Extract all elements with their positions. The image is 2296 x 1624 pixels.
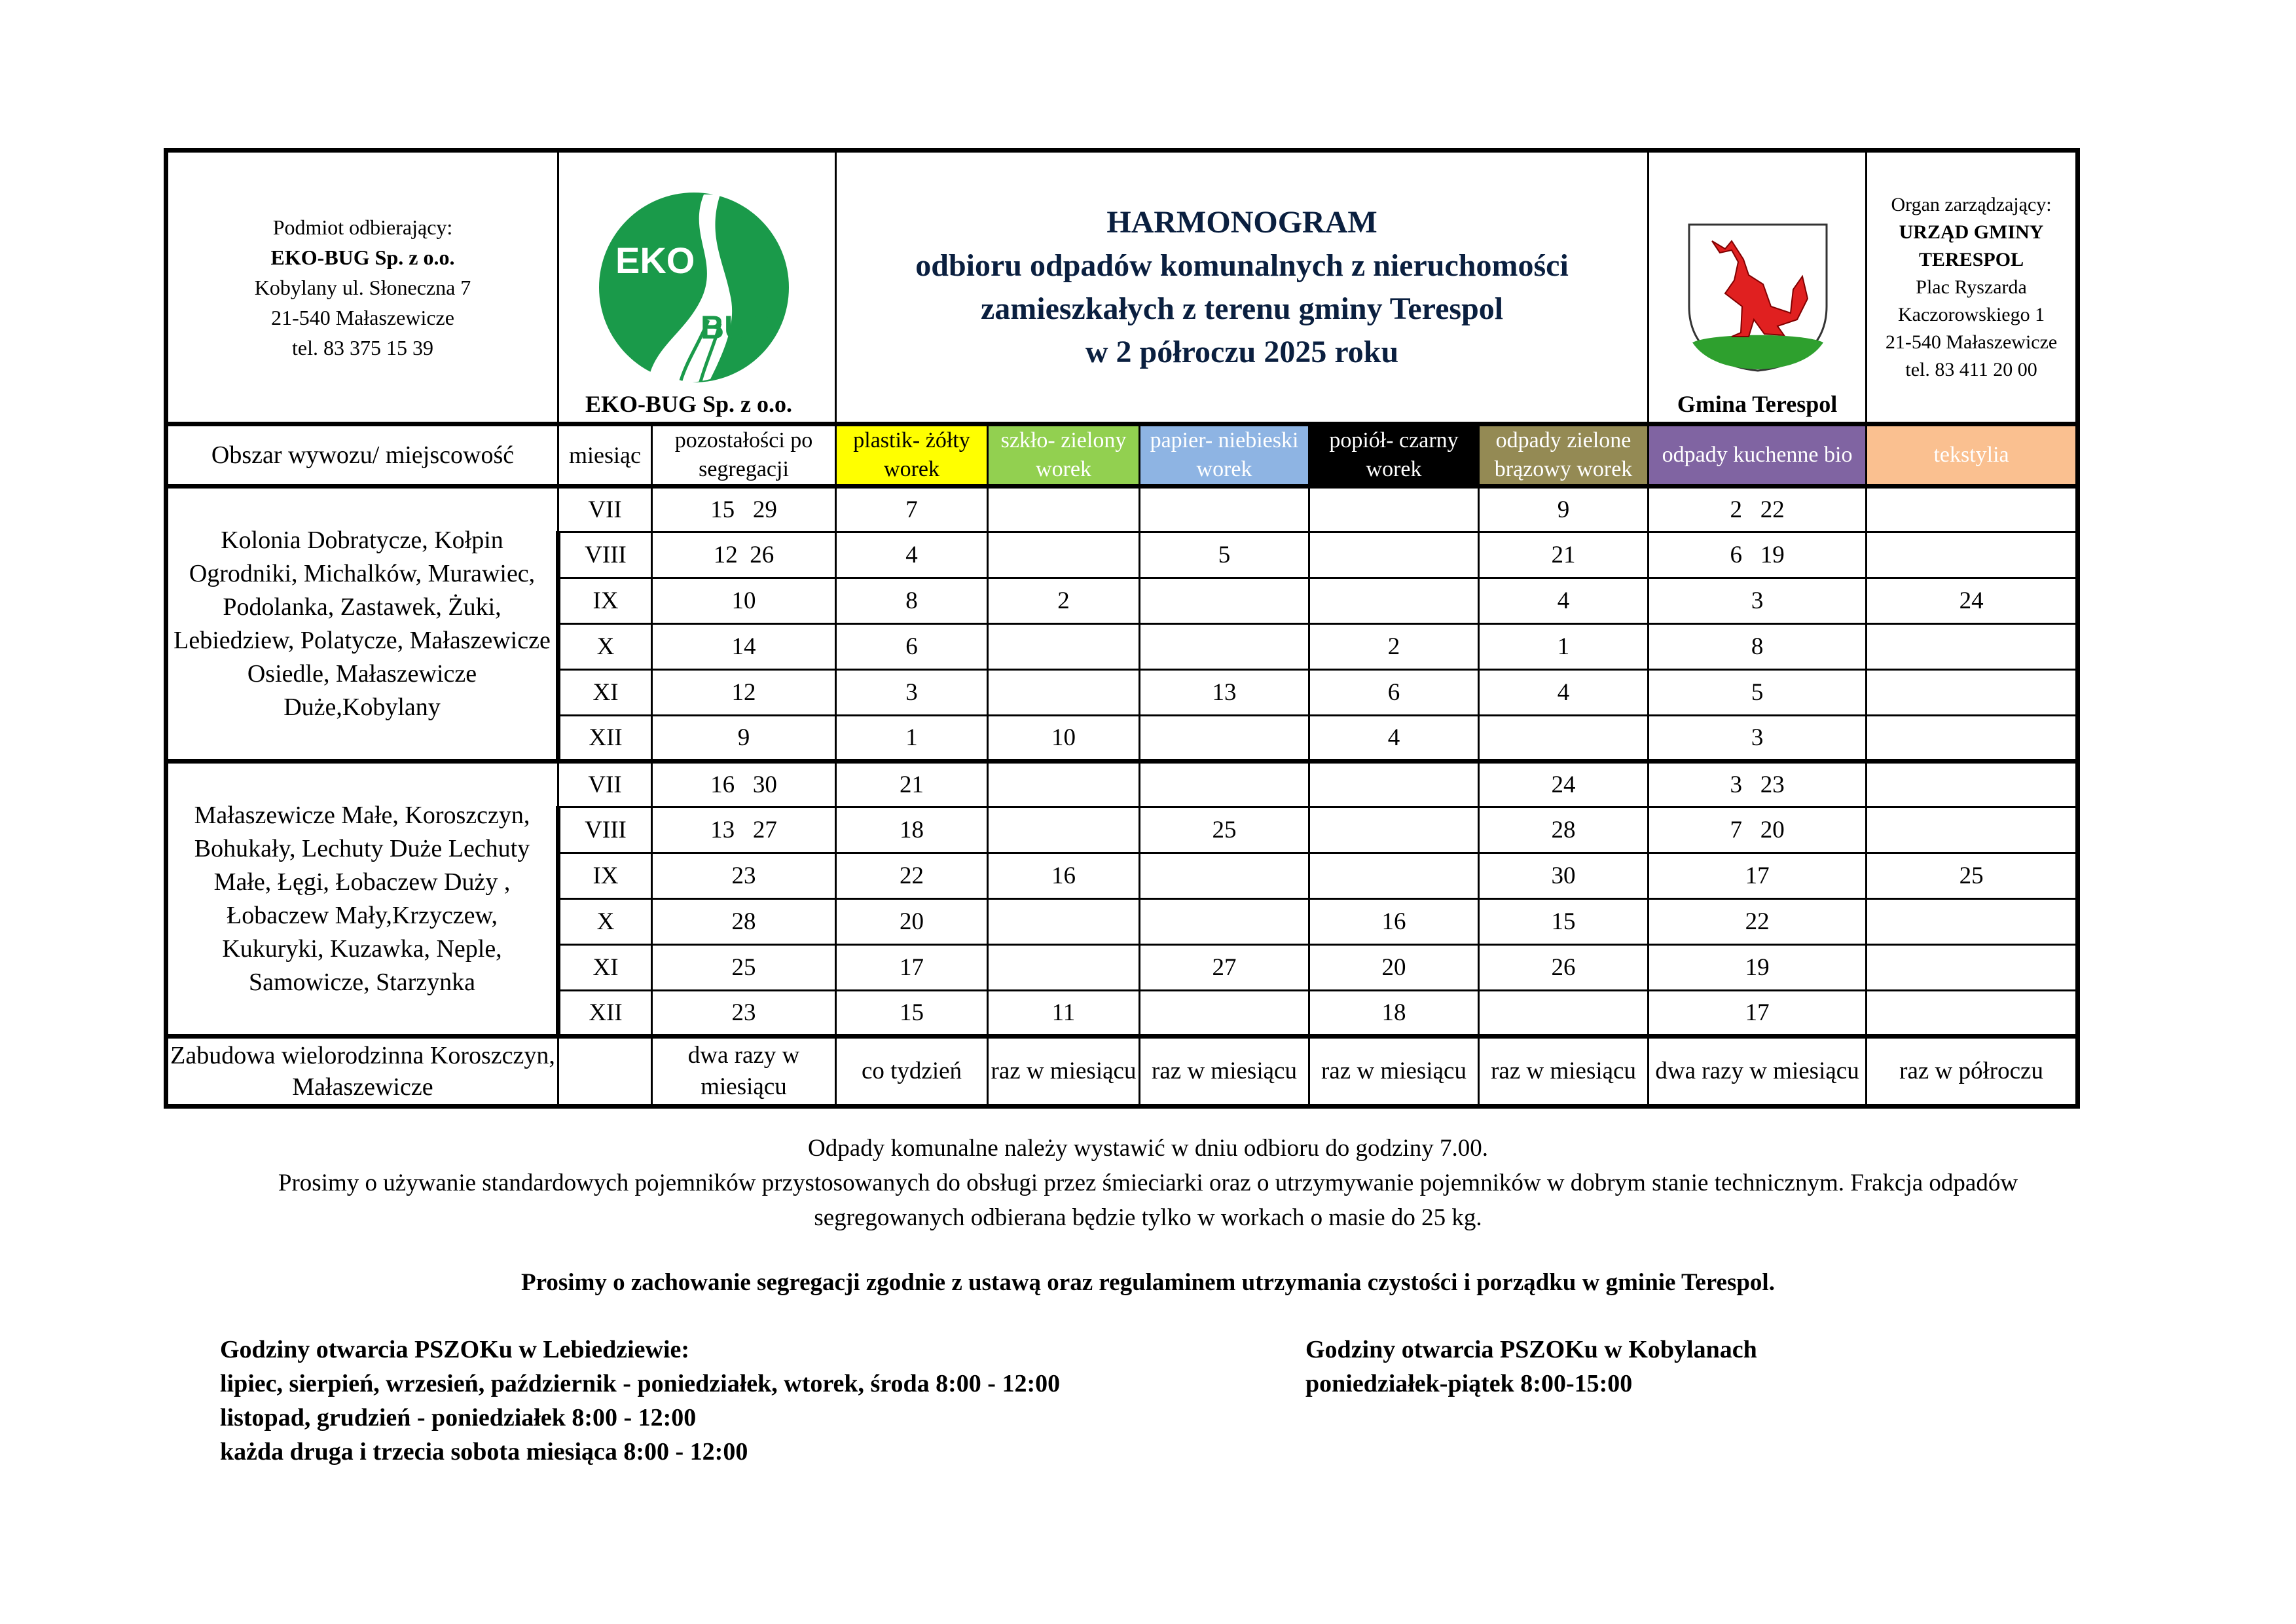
date-cell: 1 bbox=[1479, 624, 1649, 670]
col-mixed: pozostałości po segregacji bbox=[652, 424, 836, 487]
crest-cell bbox=[1649, 151, 1867, 424]
date-cell: 16 bbox=[988, 853, 1140, 899]
date-cell: 6 bbox=[836, 624, 988, 670]
manager-address3: 21-540 Małaszewicze bbox=[1885, 331, 2058, 353]
date-cell: 2 22 bbox=[1649, 487, 1867, 532]
terespol-crest-icon bbox=[1686, 221, 1830, 372]
date-cell: 24 bbox=[1479, 762, 1649, 807]
date-cell bbox=[988, 807, 1140, 853]
pszok-right-title: Godziny otwarcia PSZOKu w Kobylanach bbox=[1305, 1336, 1757, 1363]
manager-info bbox=[1867, 151, 2078, 424]
manager-address2: Kaczorowskiego 1 bbox=[1898, 303, 2045, 325]
eko-bug-logo bbox=[596, 189, 792, 386]
logo-word-eko: EKO bbox=[615, 240, 695, 281]
col-bio: odpady kuchenne bio bbox=[1649, 424, 1867, 487]
date-cell: 25 bbox=[1867, 853, 2078, 899]
date-cell: 16 30 bbox=[652, 762, 836, 807]
date-cell: 10 bbox=[652, 578, 836, 624]
pszok-left-title: Godziny otwarcia PSZOKu w Lebiedziewie: bbox=[220, 1336, 690, 1363]
date-cell bbox=[1867, 899, 2078, 945]
note-line1: Odpady komunalne należy wystawić w dniu odbioru do godziny 7.00. bbox=[808, 1135, 1488, 1162]
date-cell: 11 bbox=[988, 991, 1140, 1037]
date-cell: 12 26 bbox=[652, 532, 836, 578]
collector-city: 21-540 Małaszewicze bbox=[271, 305, 454, 329]
manager-name2: TERESPOL bbox=[1919, 248, 2024, 270]
date-cell bbox=[1309, 487, 1479, 532]
area3-cell: raz w miesiącu bbox=[988, 1037, 1140, 1107]
logo-caption: EKO-BUG Sp. z o.o. bbox=[585, 391, 793, 417]
date-cell: 15 29 bbox=[652, 487, 836, 532]
pszok-lebiedziew-hours bbox=[220, 1333, 1060, 1469]
date-cell: 5 bbox=[1140, 532, 1309, 578]
date-cell: 6 19 bbox=[1649, 532, 1867, 578]
month-cell: IX bbox=[558, 578, 652, 624]
schedule-row bbox=[166, 762, 2078, 807]
area3-cell: raz w miesiącu bbox=[1479, 1037, 1649, 1107]
date-cell: 2 bbox=[1309, 624, 1479, 670]
note-line3: segregowanych odbierana będzie tylko w workach o masie do 25 kg. bbox=[814, 1204, 1482, 1231]
date-cell: 13 27 bbox=[652, 807, 836, 853]
manager-name1: URZĄD GMINY bbox=[1899, 221, 2044, 243]
title-line1: HARMONOGRAM bbox=[1106, 204, 1377, 240]
date-cell bbox=[1140, 578, 1309, 624]
manager-label: Organ zarządzający: bbox=[1891, 193, 2052, 215]
area3-cell: co tydzień bbox=[836, 1037, 988, 1107]
date-cell bbox=[1140, 624, 1309, 670]
date-cell: 3 bbox=[1649, 578, 1867, 624]
date-cell: 10 bbox=[988, 716, 1140, 762]
date-cell: 22 bbox=[1649, 899, 1867, 945]
area3-row bbox=[166, 1037, 2078, 1107]
date-cell: 25 bbox=[652, 945, 836, 991]
date-cell bbox=[1309, 807, 1479, 853]
notes-block bbox=[131, 1131, 2165, 1235]
area1-name: Kolonia Dobratycze, Kołpin Ogrodniki, Michalków, Murawiec, Podolanka, Zastawek, Żuki, Lebiedziew, Polatycze, Małaszewicze Osiedle, Małaszewicze Duże,Kobylany bbox=[166, 487, 558, 762]
date-cell: 28 bbox=[652, 899, 836, 945]
col-glass: szkło- zielony worek bbox=[988, 424, 1140, 487]
col-paper: papier- niebieski worek bbox=[1140, 424, 1309, 487]
collector-phone: tel. 83 375 15 39 bbox=[292, 335, 433, 360]
date-cell bbox=[988, 670, 1140, 716]
date-cell bbox=[988, 487, 1140, 532]
date-cell: 1 bbox=[836, 716, 988, 762]
date-cell: 26 bbox=[1479, 945, 1649, 991]
pszok-left-line2: listopad, grudzień - poniedziałek 8:00 - 12:00 bbox=[220, 1404, 697, 1431]
date-cell bbox=[1309, 532, 1479, 578]
date-cell bbox=[1867, 670, 2078, 716]
date-cell: 12 bbox=[652, 670, 836, 716]
date-cell: 18 bbox=[1309, 991, 1479, 1037]
date-cell: 19 bbox=[1649, 945, 1867, 991]
date-cell: 15 bbox=[1479, 899, 1649, 945]
date-cell: 9 bbox=[652, 716, 836, 762]
date-cell: 4 bbox=[1309, 716, 1479, 762]
col-month: miesiąc bbox=[558, 424, 652, 487]
segregation-note: Prosimy o zachowanie segregacji zgodnie z ustawą oraz regulaminem utrzymania czystości i porządku w gminie Terespol. bbox=[521, 1269, 1775, 1296]
date-cell bbox=[1867, 762, 2078, 807]
collector-label: Podmiot odbierający: bbox=[272, 215, 453, 239]
area3-cell: raz w półroczu bbox=[1867, 1037, 2078, 1107]
col-textile: tekstylia bbox=[1867, 424, 2078, 487]
month-cell: X bbox=[558, 624, 652, 670]
month-cell: X bbox=[558, 899, 652, 945]
pszok-right-line1: poniedziałek-piątek 8:00-15:00 bbox=[1305, 1370, 1633, 1397]
date-cell bbox=[1309, 762, 1479, 807]
month-cell: IX bbox=[558, 853, 652, 899]
area3-cell: dwa razy w miesiącu bbox=[1649, 1037, 1867, 1107]
date-cell: 28 bbox=[1479, 807, 1649, 853]
date-cell: 16 bbox=[1309, 899, 1479, 945]
date-cell: 21 bbox=[1479, 532, 1649, 578]
date-cell bbox=[1140, 899, 1309, 945]
date-cell bbox=[1479, 716, 1649, 762]
date-cell: 27 bbox=[1140, 945, 1309, 991]
month-cell: XI bbox=[558, 670, 652, 716]
area3-name: Zabudowa wielorodzinna Koroszczyn, Małaszewicze bbox=[166, 1037, 558, 1107]
date-cell bbox=[1867, 624, 2078, 670]
date-cell: 20 bbox=[1309, 945, 1479, 991]
month-cell: VII bbox=[558, 762, 652, 807]
date-cell: 3 23 bbox=[1649, 762, 1867, 807]
date-cell: 3 bbox=[1649, 716, 1867, 762]
area3-cell: raz w miesiącu bbox=[1140, 1037, 1309, 1107]
date-cell bbox=[988, 762, 1140, 807]
area1-rows bbox=[166, 487, 2078, 762]
date-cell: 4 bbox=[1479, 578, 1649, 624]
date-cell bbox=[1140, 991, 1309, 1037]
col-green: odpady zielone brązowy worek bbox=[1479, 424, 1649, 487]
date-cell bbox=[1309, 853, 1479, 899]
date-cell: 3 bbox=[836, 670, 988, 716]
date-cell: 30 bbox=[1479, 853, 1649, 899]
page-title bbox=[836, 151, 1649, 424]
col-plastic: plastik- żółty worek bbox=[836, 424, 988, 487]
month-cell: XII bbox=[558, 991, 652, 1037]
logo-word-bug: BUG bbox=[701, 309, 774, 346]
col-area: Obszar wywozu/ miejscowość bbox=[166, 424, 558, 487]
date-cell bbox=[1140, 487, 1309, 532]
eko-bug-logo-cell bbox=[558, 151, 836, 424]
area3-cell: raz w miesiącu bbox=[1309, 1037, 1479, 1107]
area2-rows bbox=[166, 762, 2078, 1037]
date-cell: 17 bbox=[1649, 853, 1867, 899]
collector-address: Kobylany ul. Słoneczna 7 bbox=[254, 275, 471, 299]
date-cell: 5 bbox=[1649, 670, 1867, 716]
area3-cell: dwa razy w miesiącu bbox=[652, 1037, 836, 1107]
month-cell: VIII bbox=[558, 532, 652, 578]
date-cell bbox=[1479, 991, 1649, 1037]
date-cell: 23 bbox=[652, 853, 836, 899]
date-cell bbox=[1867, 487, 2078, 532]
date-cell bbox=[1867, 716, 2078, 762]
date-cell bbox=[1867, 945, 2078, 991]
pszok-kobylany-hours bbox=[1305, 1333, 1757, 1401]
area3-cell bbox=[558, 1037, 652, 1107]
manager-address1: Plac Ryszarda bbox=[1916, 276, 2027, 298]
title-line3: zamieszkałych z terenu gminy Terespol bbox=[980, 291, 1504, 326]
date-cell: 13 bbox=[1140, 670, 1309, 716]
title-line2: odbioru odpadów komunalnych z nieruchomości bbox=[915, 248, 1569, 283]
area2-name: Małaszewicze Małe, Koroszczyn, Bohukały, Lechuty Duże Lechuty Małe, Łęgi, Łobaczew Duży , Łobaczew Mały,Krzyczew, Kukuryki, Kuzawka, Neple, Samowicze, Starzynka bbox=[166, 762, 558, 1037]
date-cell bbox=[988, 945, 1140, 991]
note-line2: Prosimy o używanie standardowych pojemników przystosowanych do obsługi przez śmieciarki oraz o utrzymywanie pojemników w dobrym stanie technicznym. Frakcja odpadów bbox=[278, 1170, 2018, 1196]
pszok-left-line1: lipiec, sierpień, wrzesień, październik - poniedziałek, wtorek, środa 8:00 - 12:00 bbox=[220, 1370, 1061, 1397]
date-cell: 22 bbox=[836, 853, 988, 899]
date-cell bbox=[1867, 991, 2078, 1037]
date-cell: 8 bbox=[836, 578, 988, 624]
date-cell: 20 bbox=[836, 899, 988, 945]
date-cell: 9 bbox=[1479, 487, 1649, 532]
date-cell bbox=[988, 532, 1140, 578]
date-cell: 24 bbox=[1867, 578, 2078, 624]
collector-info bbox=[166, 151, 558, 424]
date-cell: 7 bbox=[836, 487, 988, 532]
month-cell: VIII bbox=[558, 807, 652, 853]
date-cell: 15 bbox=[836, 991, 988, 1037]
date-cell bbox=[988, 624, 1140, 670]
date-cell: 17 bbox=[836, 945, 988, 991]
title-line4: w 2 półroczu 2025 roku bbox=[1085, 334, 1399, 369]
date-cell bbox=[1309, 578, 1479, 624]
date-cell: 4 bbox=[1479, 670, 1649, 716]
date-cell: 7 20 bbox=[1649, 807, 1867, 853]
date-cell: 25 bbox=[1140, 807, 1309, 853]
date-cell: 4 bbox=[836, 532, 988, 578]
collector-name: EKO-BUG Sp. z o.o. bbox=[270, 245, 455, 269]
manager-phone: tel. 83 411 20 00 bbox=[1905, 358, 2037, 380]
date-cell: 18 bbox=[836, 807, 988, 853]
date-cell: 8 bbox=[1649, 624, 1867, 670]
month-cell: XI bbox=[558, 945, 652, 991]
date-cell bbox=[1140, 716, 1309, 762]
date-cell bbox=[1867, 532, 2078, 578]
date-cell: 23 bbox=[652, 991, 836, 1037]
date-cell: 14 bbox=[652, 624, 836, 670]
date-cell: 21 bbox=[836, 762, 988, 807]
month-cell: XII bbox=[558, 716, 652, 762]
date-cell: 6 bbox=[1309, 670, 1479, 716]
schedule-table bbox=[164, 148, 2080, 1109]
date-cell bbox=[1140, 762, 1309, 807]
date-cell: 2 bbox=[988, 578, 1140, 624]
date-cell bbox=[1867, 807, 2078, 853]
date-cell: 17 bbox=[1649, 991, 1867, 1037]
pszok-left-line3: każda druga i trzecia sobota miesiąca 8:00 - 12:00 bbox=[220, 1438, 748, 1466]
date-cell bbox=[988, 899, 1140, 945]
date-cell bbox=[1140, 853, 1309, 899]
crest-caption: Gmina Terespol bbox=[1677, 391, 1838, 417]
month-cell: VII bbox=[558, 487, 652, 532]
schedule-row bbox=[166, 487, 2078, 532]
col-ash: popiół- czarny worek bbox=[1309, 424, 1479, 487]
